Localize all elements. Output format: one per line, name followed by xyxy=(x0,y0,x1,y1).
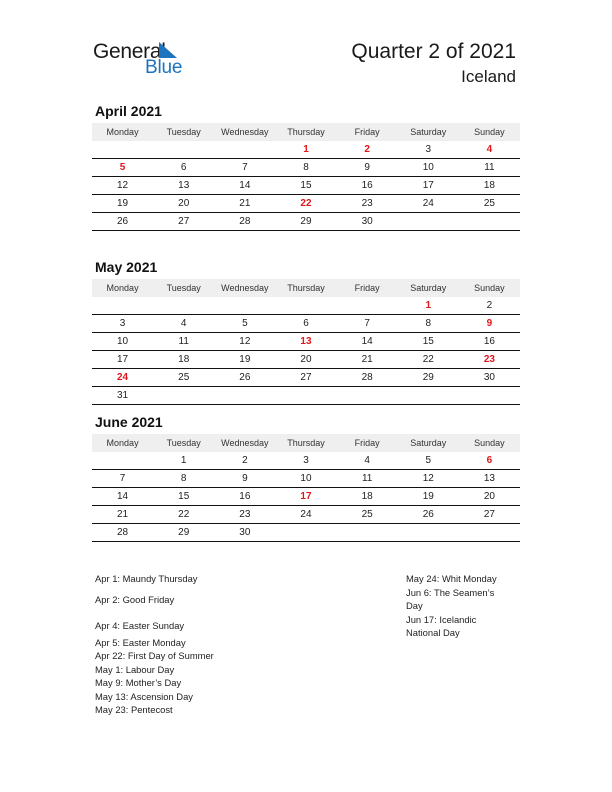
week-row xyxy=(92,506,520,524)
day-cell: 28 xyxy=(337,369,398,387)
day-cell: 30 xyxy=(337,213,398,231)
day-cell: 18 xyxy=(459,177,520,195)
day-cell xyxy=(153,297,214,315)
holiday-item: Jun 6: The Seamen’s xyxy=(406,586,495,598)
day-cell: 20 xyxy=(275,351,336,369)
day-cell: 8 xyxy=(275,159,336,177)
month-title: June 2021 xyxy=(95,414,163,430)
day-cell: 23 xyxy=(459,351,520,369)
month-may xyxy=(92,259,522,405)
day-cell: 28 xyxy=(92,524,153,542)
day-cell xyxy=(275,297,336,315)
day-cell: 4 xyxy=(337,452,398,470)
day-cell: 17 xyxy=(275,488,336,506)
day-cell: 31 xyxy=(92,387,153,405)
day-cell: 16 xyxy=(214,488,275,506)
month-april xyxy=(92,103,522,231)
day-cell: 19 xyxy=(398,488,459,506)
day-cell: 19 xyxy=(214,351,275,369)
day-cell: 18 xyxy=(337,488,398,506)
day-cell xyxy=(398,387,459,405)
day-cell xyxy=(459,387,520,405)
day-cell xyxy=(398,524,459,542)
day-cell: 9 xyxy=(337,159,398,177)
day-cell: 3 xyxy=(92,315,153,333)
weekday-header: Monday xyxy=(92,434,153,452)
day-cell: 22 xyxy=(398,351,459,369)
day-cell: 6 xyxy=(153,159,214,177)
week-row xyxy=(92,488,520,506)
day-cell xyxy=(214,387,275,405)
day-cell: 27 xyxy=(459,506,520,524)
day-cell: 30 xyxy=(459,369,520,387)
day-cell xyxy=(92,452,153,470)
weekday-header: Thursday xyxy=(275,123,336,141)
day-cell: 2 xyxy=(214,452,275,470)
holiday-item: National Day xyxy=(406,627,460,638)
day-cell: 3 xyxy=(275,452,336,470)
week-row xyxy=(92,333,520,351)
day-cell: 3 xyxy=(398,141,459,159)
week-row xyxy=(92,195,520,213)
week-row xyxy=(92,351,520,369)
day-cell: 27 xyxy=(153,213,214,231)
day-cell: 21 xyxy=(92,506,153,524)
day-cell: 27 xyxy=(275,369,336,387)
week-row xyxy=(92,524,520,542)
day-cell xyxy=(275,524,336,542)
day-cell: 23 xyxy=(337,195,398,213)
day-cell: 13 xyxy=(153,177,214,195)
day-cell: 12 xyxy=(92,177,153,195)
holiday-item: May 23: Pentecost xyxy=(95,704,173,715)
day-cell: 2 xyxy=(459,297,520,315)
day-cell: 7 xyxy=(214,159,275,177)
day-cell: 16 xyxy=(459,333,520,351)
day-cell: 10 xyxy=(398,159,459,177)
day-cell: 1 xyxy=(153,452,214,470)
day-cell: 9 xyxy=(214,470,275,488)
day-cell: 4 xyxy=(459,141,520,159)
holiday-item: Day xyxy=(406,600,423,611)
day-cell: 1 xyxy=(398,297,459,315)
day-cell: 26 xyxy=(92,213,153,231)
holiday-list-right xyxy=(406,572,497,640)
day-cell: 30 xyxy=(214,524,275,542)
day-cell: 22 xyxy=(275,195,336,213)
weekday-header: Sunday xyxy=(459,279,520,297)
day-cell: 4 xyxy=(153,315,214,333)
day-cell: 14 xyxy=(214,177,275,195)
week-row xyxy=(92,470,520,488)
day-cell: 15 xyxy=(275,177,336,195)
weekday-header: Wednesday xyxy=(214,279,275,297)
day-cell xyxy=(337,297,398,315)
day-cell xyxy=(92,141,153,159)
day-cell: 15 xyxy=(398,333,459,351)
weekday-header: Saturday xyxy=(398,123,459,141)
calendar-grid xyxy=(92,123,520,231)
week-row xyxy=(92,452,520,470)
day-cell: 7 xyxy=(337,315,398,333)
day-cell: 1 xyxy=(275,141,336,159)
weekday-header: Friday xyxy=(337,123,398,141)
day-cell: 24 xyxy=(92,369,153,387)
weekday-header: Friday xyxy=(337,279,398,297)
day-cell: 7 xyxy=(92,470,153,488)
day-cell: 29 xyxy=(275,213,336,231)
day-cell: 19 xyxy=(92,195,153,213)
day-cell xyxy=(275,387,336,405)
day-cell: 11 xyxy=(337,470,398,488)
week-row xyxy=(92,315,520,333)
day-cell: 5 xyxy=(398,452,459,470)
day-cell: 20 xyxy=(459,488,520,506)
day-cell: 14 xyxy=(337,333,398,351)
day-cell xyxy=(92,297,153,315)
holiday-item: Jun 17: Icelandic xyxy=(406,613,477,625)
holiday-item: Apr 4: Easter Sunday xyxy=(95,620,185,631)
day-cell: 9 xyxy=(459,315,520,333)
logo-word-general: General xyxy=(93,40,166,63)
day-cell: 18 xyxy=(153,351,214,369)
calendar-grid xyxy=(92,279,520,405)
weekday-header: Sunday xyxy=(459,123,520,141)
day-cell: 10 xyxy=(92,333,153,351)
day-cell: 26 xyxy=(214,369,275,387)
day-cell xyxy=(337,524,398,542)
weekday-header: Tuesday xyxy=(153,123,214,141)
day-cell: 8 xyxy=(398,315,459,333)
week-row xyxy=(92,387,520,405)
month-title: April 2021 xyxy=(95,103,162,119)
holiday-item: Apr 1: Maundy Thursday xyxy=(95,573,198,584)
week-row xyxy=(92,369,520,387)
holiday-item: May 9: Mother’s Day xyxy=(95,677,182,688)
holiday-item: Apr 5: Easter Monday xyxy=(95,636,186,648)
day-cell: 17 xyxy=(92,351,153,369)
day-cell: 20 xyxy=(153,195,214,213)
week-row xyxy=(92,297,520,315)
week-row xyxy=(92,141,520,159)
day-cell: 29 xyxy=(398,369,459,387)
day-cell: 10 xyxy=(275,470,336,488)
day-cell xyxy=(214,141,275,159)
day-cell: 28 xyxy=(214,213,275,231)
day-cell: 5 xyxy=(214,315,275,333)
day-cell: 11 xyxy=(459,159,520,177)
weekday-header: Wednesday xyxy=(214,434,275,452)
weekday-header: Monday xyxy=(92,123,153,141)
day-cell: 16 xyxy=(337,177,398,195)
day-cell: 29 xyxy=(153,524,214,542)
weekday-header: Sunday xyxy=(459,434,520,452)
weekday-header: Thursday xyxy=(275,279,336,297)
day-cell: 13 xyxy=(275,333,336,351)
week-row xyxy=(92,159,520,177)
week-row xyxy=(92,213,520,231)
day-cell: 21 xyxy=(337,351,398,369)
day-cell: 25 xyxy=(337,506,398,524)
calendar-grid xyxy=(92,434,520,542)
day-cell: 23 xyxy=(214,506,275,524)
day-cell: 21 xyxy=(214,195,275,213)
day-cell: 24 xyxy=(398,195,459,213)
day-cell: 17 xyxy=(398,177,459,195)
weekday-header: Tuesday xyxy=(153,434,214,452)
general-blue-logo xyxy=(93,40,193,80)
weekday-header: Thursday xyxy=(275,434,336,452)
month-title: May 2021 xyxy=(95,259,158,275)
holiday-item: May 13: Ascension Day xyxy=(95,690,193,702)
day-cell xyxy=(337,387,398,405)
day-cell: 12 xyxy=(214,333,275,351)
holiday-item: May 1: Labour Day xyxy=(95,663,175,675)
day-cell: 15 xyxy=(153,488,214,506)
day-cell: 5 xyxy=(92,159,153,177)
holiday-item: May 24: Whit Monday xyxy=(406,573,497,584)
week-row xyxy=(92,177,520,195)
day-cell: 14 xyxy=(92,488,153,506)
day-cell xyxy=(153,141,214,159)
day-cell: 13 xyxy=(459,470,520,488)
day-cell: 22 xyxy=(153,506,214,524)
weekday-header: Saturday xyxy=(398,434,459,452)
day-cell xyxy=(398,213,459,231)
country-name: Iceland xyxy=(461,67,516,86)
weekday-header: Saturday xyxy=(398,279,459,297)
day-cell xyxy=(214,297,275,315)
holiday-item: Apr 22: First Day of Summer xyxy=(95,650,214,661)
logo-word-blue: Blue xyxy=(145,57,183,78)
day-cell: 8 xyxy=(153,470,214,488)
day-cell: 11 xyxy=(153,333,214,351)
day-cell xyxy=(459,524,520,542)
page-title: Quarter 2 of 2021 xyxy=(351,40,516,63)
day-cell: 24 xyxy=(275,506,336,524)
weekday-header: Wednesday xyxy=(214,123,275,141)
month-june xyxy=(92,414,522,542)
day-cell: 2 xyxy=(337,141,398,159)
day-cell: 12 xyxy=(398,470,459,488)
weekday-header: Monday xyxy=(92,279,153,297)
holiday-item: Apr 2: Good Friday xyxy=(95,593,175,605)
day-cell: 26 xyxy=(398,506,459,524)
logo-triangle-icon xyxy=(159,42,177,58)
day-cell: 6 xyxy=(275,315,336,333)
weekday-header: Tuesday xyxy=(153,279,214,297)
day-cell: 6 xyxy=(459,452,520,470)
day-cell xyxy=(459,213,520,231)
day-cell xyxy=(153,387,214,405)
weekday-header: Friday xyxy=(337,434,398,452)
day-cell: 25 xyxy=(459,195,520,213)
day-cell: 25 xyxy=(153,369,214,387)
holiday-list-left xyxy=(95,572,214,717)
